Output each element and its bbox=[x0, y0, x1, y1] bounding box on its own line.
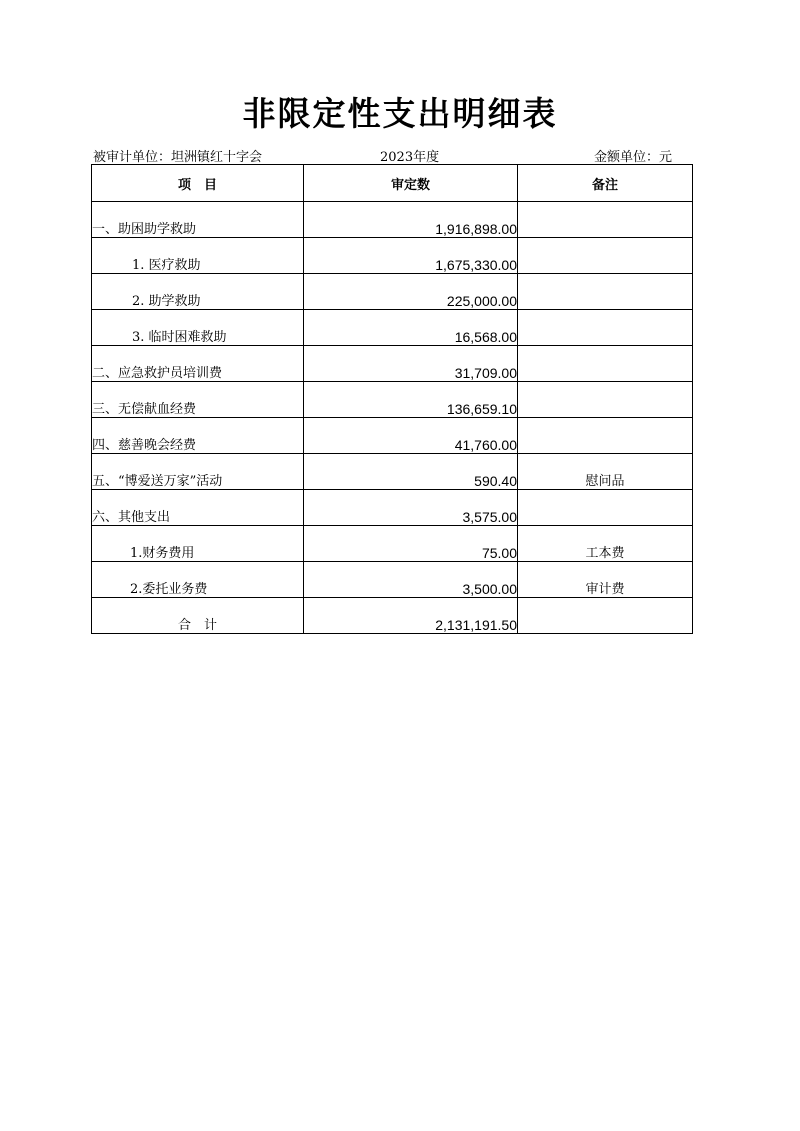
row-amount: 225,000.00 bbox=[304, 274, 518, 310]
table-row bbox=[92, 238, 693, 274]
table-row bbox=[92, 274, 693, 310]
row-amount: 136,659.10 bbox=[304, 382, 518, 418]
row-amount: 31,709.00 bbox=[304, 346, 518, 382]
row-item: 3. 临时困难救助 bbox=[92, 310, 304, 346]
total-amount: 2,131,191.50 bbox=[304, 598, 518, 634]
row-item: 五、“博爱送万家”活动 bbox=[92, 454, 304, 490]
total-note bbox=[518, 598, 693, 634]
table-header-row bbox=[92, 165, 693, 202]
row-note bbox=[518, 490, 693, 526]
row-item: 1.财务费用 bbox=[92, 526, 304, 562]
table-row bbox=[92, 454, 693, 490]
table-row bbox=[92, 562, 693, 598]
table-row bbox=[92, 418, 693, 454]
currency-unit: 金额单位：元 bbox=[594, 150, 673, 165]
fiscal-year: 2023年度 bbox=[380, 150, 440, 165]
row-amount: 41,760.00 bbox=[304, 418, 518, 454]
expense-detail-table bbox=[91, 164, 693, 634]
row-item: 2. 助学救助 bbox=[92, 274, 304, 310]
row-amount: 590.40 bbox=[304, 454, 518, 490]
header-note: 备注 bbox=[518, 165, 693, 202]
table-row bbox=[92, 202, 693, 238]
row-note bbox=[518, 202, 693, 238]
row-note: 工本费 bbox=[518, 526, 693, 562]
header-amount: 审定数 bbox=[304, 165, 518, 202]
total-row bbox=[92, 598, 693, 634]
total-label: 合 计 bbox=[92, 598, 304, 634]
row-amount: 3,500.00 bbox=[304, 562, 518, 598]
page-title: 非限定性支出明细表 bbox=[242, 94, 558, 133]
row-amount: 1,916,898.00 bbox=[304, 202, 518, 238]
row-note bbox=[518, 310, 693, 346]
row-amount: 16,568.00 bbox=[304, 310, 518, 346]
row-item: 四、慈善晚会经费 bbox=[92, 418, 304, 454]
table-row bbox=[92, 490, 693, 526]
row-note bbox=[518, 382, 693, 418]
table-row bbox=[92, 526, 693, 562]
row-note: 慰问品 bbox=[518, 454, 693, 490]
row-note bbox=[518, 238, 693, 274]
row-amount: 1,675,330.00 bbox=[304, 238, 518, 274]
row-item: 三、无偿献血经费 bbox=[92, 382, 304, 418]
row-amount: 3,575.00 bbox=[304, 490, 518, 526]
row-amount: 75.00 bbox=[304, 526, 518, 562]
row-note bbox=[518, 418, 693, 454]
row-note bbox=[518, 346, 693, 382]
row-item: 六、其他支出 bbox=[92, 490, 304, 526]
row-item: 二、应急救护员培训费 bbox=[92, 346, 304, 382]
table-row bbox=[92, 310, 693, 346]
row-note bbox=[518, 274, 693, 310]
header-item: 项 目 bbox=[92, 165, 304, 202]
table-row bbox=[92, 346, 693, 382]
audited-unit: 被审计单位：坦洲镇红十字会 bbox=[93, 150, 263, 165]
table-row bbox=[92, 382, 693, 418]
row-item: 一、助困助学救助 bbox=[92, 202, 304, 238]
row-note: 审计费 bbox=[518, 562, 693, 598]
row-item: 2.委托业务费 bbox=[92, 562, 304, 598]
row-item: 1. 医疗救助 bbox=[92, 238, 304, 274]
